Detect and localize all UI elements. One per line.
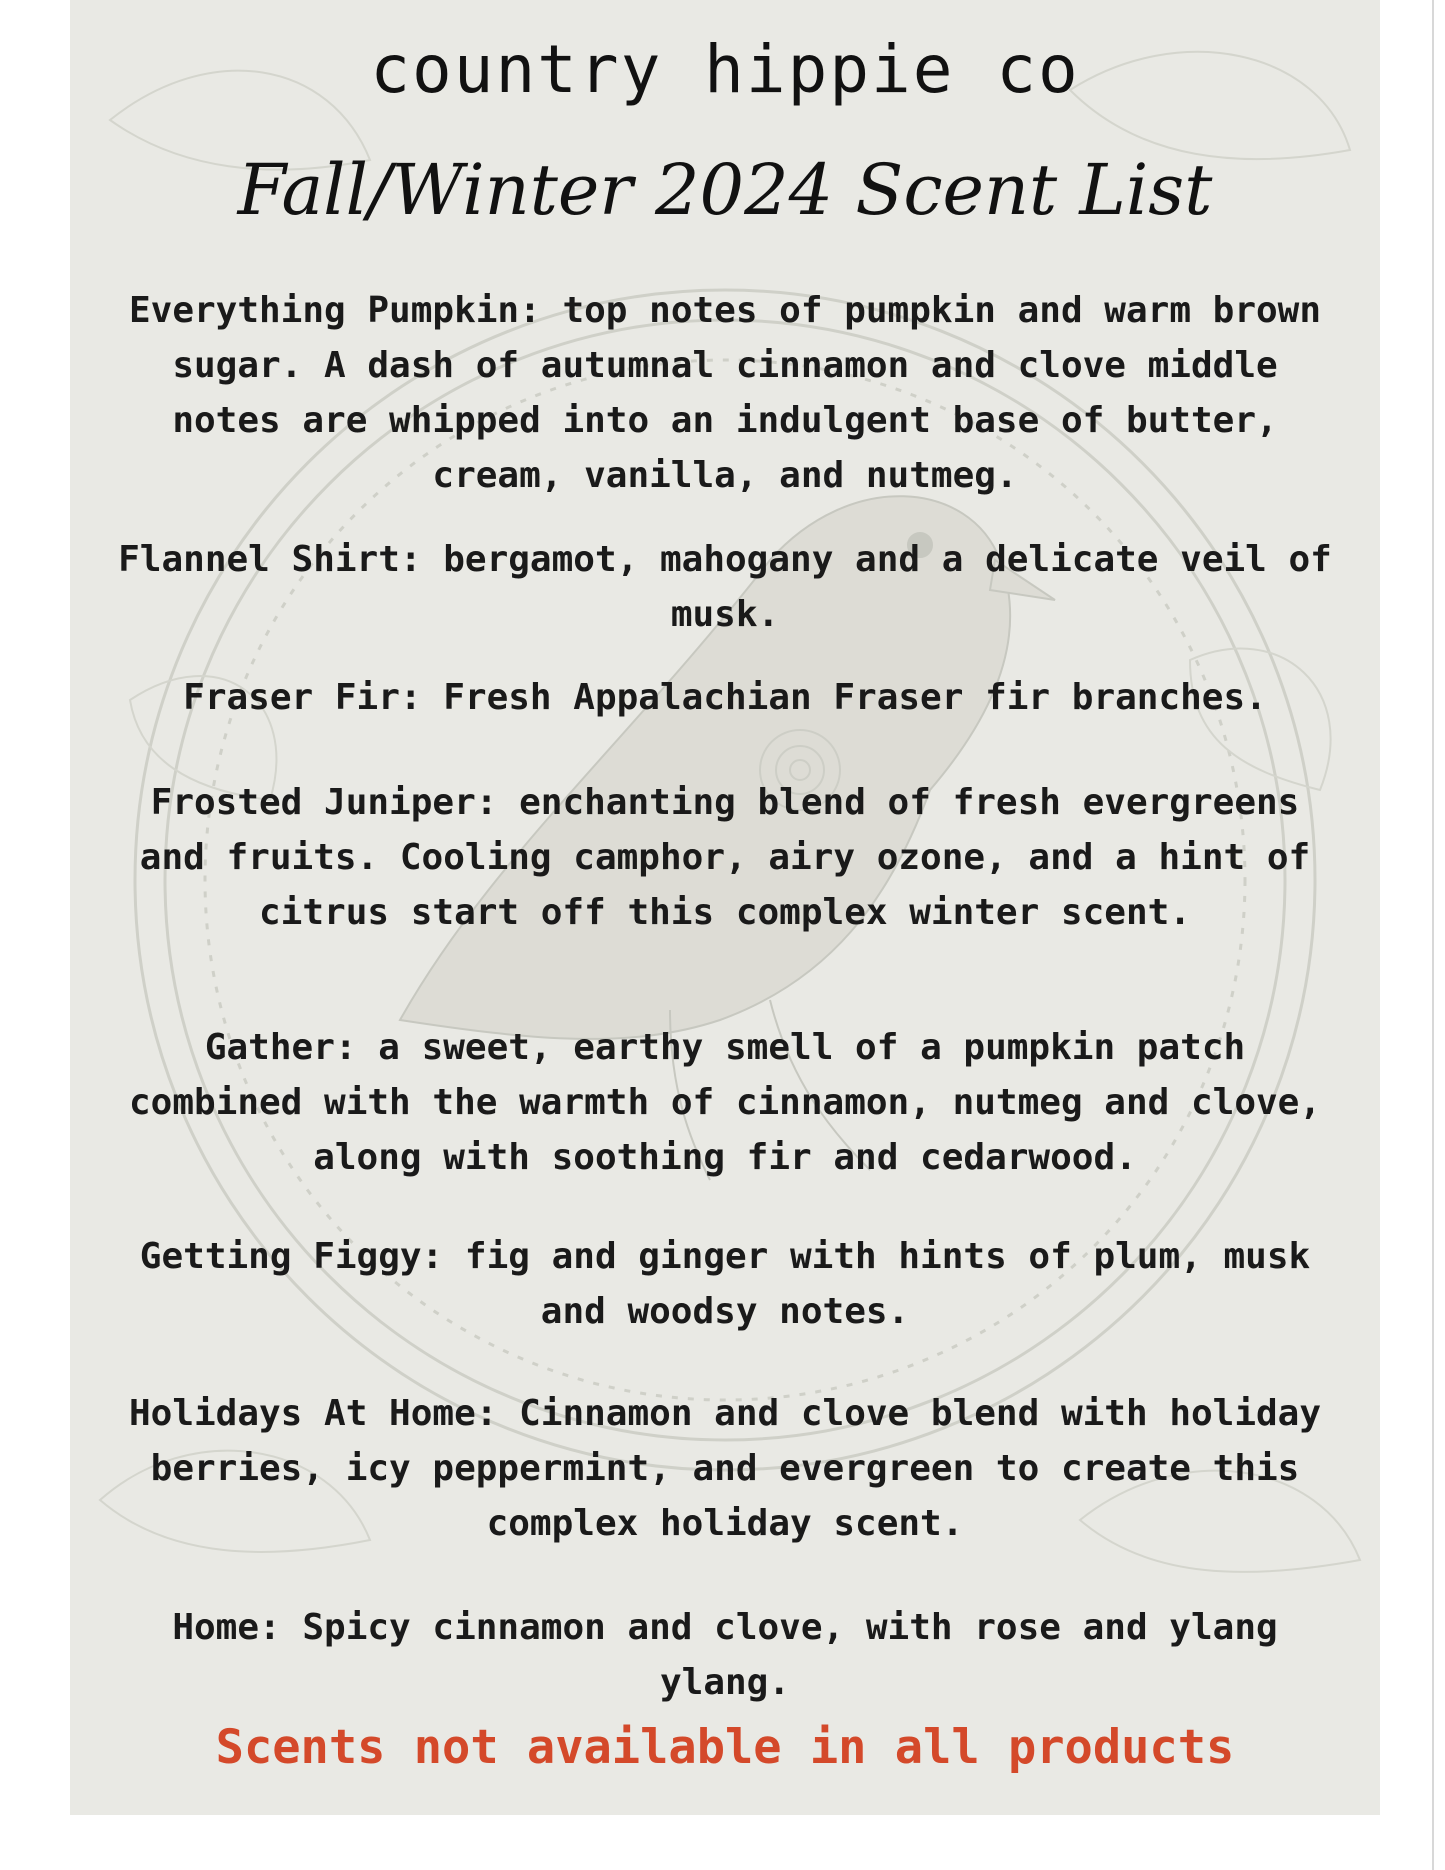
- scent-home: Home: Spicy cinnamon and clove, with rose and ylang ylang.: [172, 1607, 1278, 1703]
- scent-getting-figgy: Getting Figgy: fig and ginger with hints of plum, musk and woodsy notes.: [139, 1236, 1311, 1332]
- brand-name: country hippie co: [370, 31, 1080, 108]
- scent-list-sheet: [70, 0, 1380, 1815]
- scent-fraser-fir: Fraser Fir: Fresh Appalachian Fraser fir branches.: [183, 677, 1267, 718]
- scent-everything-pumpkin: Everything Pumpkin: top notes of pumpkin and warm brown sugar. A dash of autumnal cinnamon and clove middle notes are whipped into an indulgent base of butter, cream, vanilla, and nutmeg.: [128, 290, 1322, 496]
- scan-edge-line: [1432, 0, 1434, 1870]
- availability-disclaimer: Scents not available in all products: [215, 1720, 1235, 1775]
- document-content: [70, 0, 1380, 1815]
- scent-flannel-shirt: Flannel Shirt: bergamot, mahogany and a delicate veil of musk.: [118, 539, 1332, 635]
- scent-frosted-juniper: Frosted Juniper: enchanting blend of fresh evergreens and fruits. Cooling camphor, airy ozone, and a hint of citrus start off this complex winter scent.: [139, 782, 1311, 933]
- scent-holidays-at-home: Holidays At Home: Cinnamon and clove blend with holiday berries, icy peppermint, and evergreen to create this complex holiday scent.: [128, 1393, 1322, 1544]
- scent-gather: Gather: a sweet, earthy smell of a pumpkin patch combined with the warmth of cinnamon, nutmeg and clove, along with soothing fir and cedarwood.: [128, 1027, 1322, 1178]
- scent-list-title: Fall/Winter 2024 Scent List: [237, 149, 1213, 231]
